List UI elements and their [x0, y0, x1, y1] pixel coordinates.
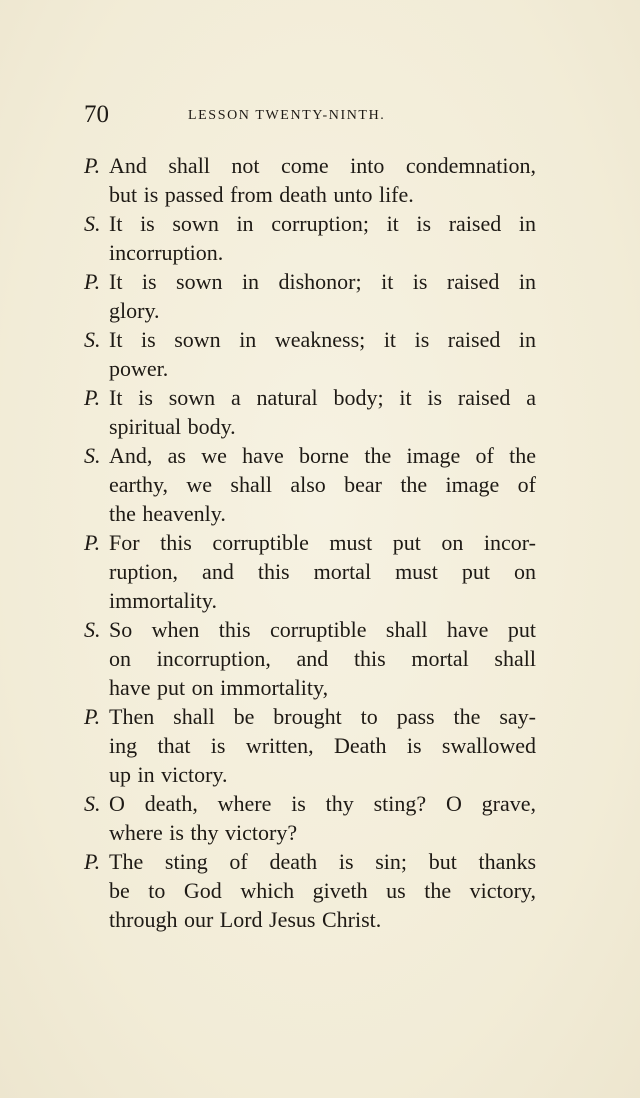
verse [84, 151, 536, 209]
verse-line: power. [109, 356, 169, 381]
verse [84, 441, 536, 528]
verse [84, 847, 536, 934]
verse-line: It is sown in corruption; it is raised in [109, 211, 536, 236]
verse [84, 702, 536, 789]
verse-line: incorruption. [109, 240, 224, 265]
verse-line: spiritual body. [109, 414, 236, 439]
verse-line: Then shall be brought to pass the say- [109, 704, 536, 729]
verse-line: For this corruptible must put on incor- [109, 530, 536, 555]
speaker-label: P. [84, 269, 101, 294]
verse-line: glory. [109, 298, 160, 323]
lesson-title: LESSON TWENTY-NINTH. [188, 108, 386, 123]
verse [84, 267, 536, 325]
running-head [84, 100, 544, 130]
verse-line: ruption, and this mortal must put on [109, 559, 536, 584]
verse-line: on incorruption, and this mortal shall [109, 646, 536, 671]
verse-line: O death, where is thy sting? O grave, [109, 791, 536, 816]
speaker-label: P. [84, 153, 101, 178]
verse-line: It is sown in weakness; it is raised in [109, 327, 536, 352]
verse-line: where is thy victory? [109, 820, 298, 845]
verse-line: It is sown a natural body; it is raised a [109, 385, 536, 410]
verse-line: immortality. [109, 588, 217, 613]
speaker-label: S. [84, 211, 101, 236]
verse [84, 789, 536, 847]
responsive-reading [84, 151, 536, 934]
page-number: 70 [84, 101, 109, 128]
speaker-label: S. [84, 443, 101, 468]
verse-line: the heavenly. [109, 501, 226, 526]
speaker-label: S. [84, 617, 101, 642]
verse [84, 325, 536, 383]
speaker-label: P. [84, 385, 101, 410]
verse-line: ing that is written, Death is swallowed [109, 733, 536, 758]
verse-line: The sting of death is sin; but thanks [109, 849, 536, 874]
speaker-label: P. [84, 530, 101, 555]
verse-line: And shall not come into condemnation, [109, 153, 536, 178]
verse-line: but is passed from death unto life. [109, 182, 414, 207]
verse-line: through our Lord Jesus Christ. [109, 907, 382, 932]
verse-line: have put on immortality, [109, 675, 329, 700]
verse [84, 383, 536, 441]
verse [84, 528, 536, 615]
verse-line: earthy, we shall also bear the image of [109, 472, 536, 497]
verse [84, 209, 536, 267]
verse-line: It is sown in dishonor; it is raised in [109, 269, 536, 294]
speaker-label: P. [84, 704, 101, 729]
verse-line: up in victory. [109, 762, 228, 787]
verse-line: So when this corruptible shall have put [109, 617, 536, 642]
speaker-label: S. [84, 791, 101, 816]
speaker-label: S. [84, 327, 101, 352]
verse-line: be to God which giveth us the victory, [109, 878, 536, 903]
speaker-label: P. [84, 849, 101, 874]
verse-line: And, as we have borne the image of the [109, 443, 536, 468]
verse [84, 615, 536, 702]
